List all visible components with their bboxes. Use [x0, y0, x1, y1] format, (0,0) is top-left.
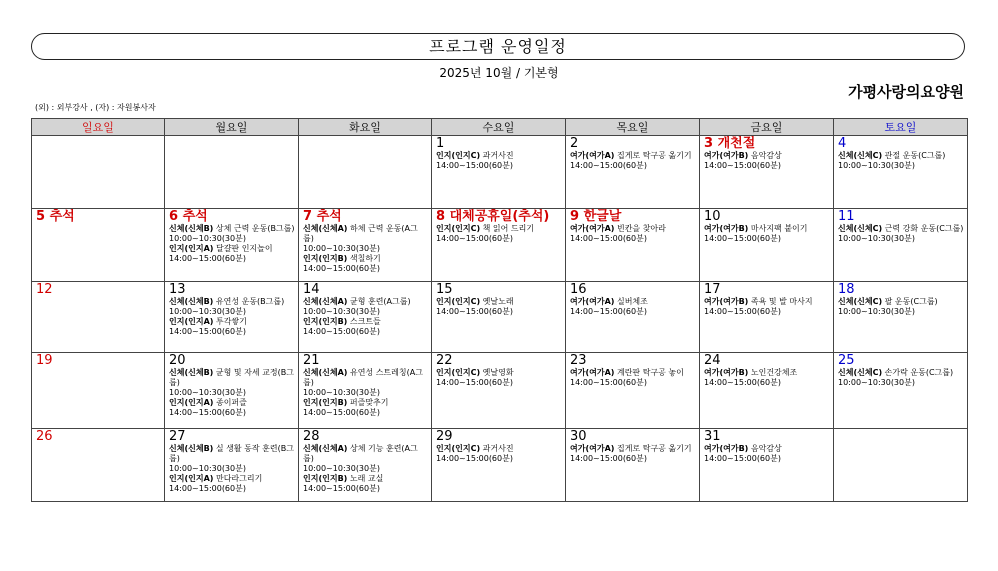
activity-category: 여가(여가A) — [570, 297, 615, 306]
activity-name: 유연성 스트레칭(A그룹) — [303, 368, 423, 387]
activity-category: 여가(여가B) — [704, 151, 749, 160]
activity-category: 여가(여가B) — [704, 224, 749, 233]
day-number-line — [570, 430, 696, 444]
day-number: 2 — [570, 136, 579, 151]
activity-time: 10:00~10:30(30분) — [169, 234, 246, 243]
activity-time: 10:00~10:30(30분) — [303, 307, 380, 316]
day-number-line — [838, 137, 964, 151]
activity-entry — [169, 444, 295, 464]
activity-time: 14:00~15:00(60분) — [436, 234, 513, 243]
activity-entry — [704, 151, 830, 161]
day-number: 13 — [169, 282, 186, 297]
day-number: 12 — [36, 282, 53, 297]
calendar-day-cell — [299, 209, 432, 282]
activity-entry — [436, 224, 562, 234]
activity-category: 인지(인지C) — [436, 224, 481, 233]
activity-entry — [570, 224, 696, 234]
calendar-day-cell — [165, 282, 299, 353]
activity-category: 인지(인지C) — [436, 297, 481, 306]
day-number: 15 — [436, 282, 453, 297]
day-number-line — [570, 283, 696, 297]
day-number: 11 — [838, 209, 855, 224]
day-number: 19 — [36, 353, 53, 368]
calendar-day-cell — [32, 353, 165, 429]
activity-category: 여가(여가B) — [704, 297, 749, 306]
activity-time: 10:00~10:30(30분) — [838, 307, 915, 316]
day-number: 28 — [303, 429, 320, 444]
activity-name: 실버체조 — [614, 297, 648, 306]
activity-time: 14:00~15:00(60분) — [704, 378, 781, 387]
activity-time: 10:00~10:30(30분) — [303, 464, 380, 473]
activity-entry — [838, 368, 964, 378]
activity-time: 14:00~15:00(60분) — [570, 307, 647, 316]
calendar-day-cell — [32, 429, 165, 502]
day-number-line — [169, 210, 295, 224]
activity-time: 14:00~15:00(60분) — [436, 378, 513, 387]
day-number: 25 — [838, 353, 855, 368]
activity-entry — [169, 224, 295, 234]
activity-category: 인지(인지C) — [436, 151, 481, 160]
calendar-day-cell — [834, 282, 968, 353]
weekday-tuesday: 화요일 — [299, 119, 432, 136]
weekday-thursday: 목요일 — [566, 119, 700, 136]
activity-time: 14:00~15:00(60분) — [303, 327, 380, 336]
activity-entry — [303, 444, 428, 464]
activity-entry — [303, 398, 428, 408]
day-number-line — [36, 210, 161, 224]
day-number: 30 — [570, 429, 587, 444]
calendar-day-cell — [700, 282, 834, 353]
day-number-line — [704, 430, 830, 444]
holiday-label: 개천절 — [717, 136, 756, 151]
calendar-day-cell — [432, 136, 566, 209]
day-number-line — [704, 283, 830, 297]
calendar-day-cell — [700, 209, 834, 282]
activity-name: 과거사진 — [480, 151, 514, 160]
activity-name: 색칠하기 — [347, 254, 381, 263]
day-number: 1 — [436, 136, 445, 151]
day-number-line — [303, 430, 428, 444]
activity-category: 인지(인지A) — [169, 317, 214, 326]
page-title: 프로그램 운영일정 — [31, 33, 965, 60]
activity-name: 노인건강체조 — [748, 368, 798, 377]
activity-time: 14:00~15:00(60분) — [169, 484, 246, 493]
activity-name: 하체 근력 운동(A그룹) — [303, 224, 418, 243]
activity-name: 과거사진 — [480, 444, 514, 453]
activity-time: 14:00~15:00(60분) — [169, 254, 246, 263]
activity-name: 근력 강화 운동(C그룹) — [882, 224, 964, 233]
activity-category: 신체(신체C) — [838, 297, 883, 306]
calendar-day-cell — [566, 209, 700, 282]
activity-name: 족욕 및 발 마사지 — [748, 297, 813, 306]
activity-entry — [169, 297, 295, 307]
activity-entry — [169, 244, 295, 254]
day-number: 6 — [169, 209, 179, 224]
activity-name: 책 읽어 드리기 — [480, 224, 535, 233]
day-number-line — [436, 137, 562, 151]
activity-time: 14:00~15:00(60분) — [704, 161, 781, 170]
activity-name: 상체 근력 운동(B그룹) — [213, 224, 295, 233]
activity-entry — [704, 224, 830, 234]
day-number-line — [704, 210, 830, 224]
activity-entry — [303, 297, 428, 307]
activity-entry — [704, 297, 830, 307]
activity-entry — [169, 317, 295, 327]
activity-category: 여가(여가A) — [570, 151, 615, 160]
activity-name: 집게로 탁구공 옮기기 — [614, 151, 692, 160]
activity-time: 14:00~15:00(60분) — [436, 454, 513, 463]
activity-category: 여가(여가B) — [704, 444, 749, 453]
calendar-day-cell — [299, 429, 432, 502]
activity-category: 인지(인지B) — [303, 317, 348, 326]
weekday-saturday: 토요일 — [834, 119, 968, 136]
activity-name: 옛날영화 — [480, 368, 514, 377]
activity-entry — [436, 297, 562, 307]
calendar-day-cell — [834, 209, 968, 282]
activity-name: 투각쌓기 — [213, 317, 247, 326]
calendar-day-cell — [299, 282, 432, 353]
activity-category: 인지(인지A) — [169, 398, 214, 407]
day-number: 26 — [36, 429, 53, 444]
activity-category: 인지(인지B) — [303, 254, 348, 263]
page-subtitle: 2025년 10월 / 기본형 — [439, 66, 559, 80]
activity-entry — [303, 224, 428, 244]
activity-entry — [169, 368, 295, 388]
activity-time: 14:00~15:00(60분) — [169, 408, 246, 417]
activity-time: 14:00~15:00(60분) — [704, 454, 781, 463]
day-number: 18 — [838, 282, 855, 297]
calendar-day-cell — [834, 353, 968, 429]
day-number: 9 — [570, 209, 580, 224]
activity-time: 10:00~10:30(30분) — [169, 307, 246, 316]
calendar-day-cell — [32, 136, 165, 209]
weekday-monday: 월요일 — [165, 119, 299, 136]
activity-time: 14:00~15:00(60분) — [303, 408, 380, 417]
activity-name: 만다라그리기 — [213, 474, 263, 483]
activity-category: 인지(인지A) — [169, 244, 214, 253]
calendar-week-row — [32, 136, 968, 209]
day-number-line — [169, 354, 295, 368]
activity-category: 여가(여가A) — [570, 444, 615, 453]
day-number-line — [36, 283, 161, 297]
organization-name: 가평사랑의요양원 — [848, 83, 964, 101]
calendar-day-cell — [700, 136, 834, 209]
activity-category: 인지(인지B) — [303, 474, 348, 483]
activity-category: 신체(신체A) — [303, 368, 348, 377]
calendar-day-cell — [700, 429, 834, 502]
day-number-line — [169, 283, 295, 297]
calendar-day-cell — [299, 353, 432, 429]
activity-entry — [570, 368, 696, 378]
activity-category: 신체(신체A) — [303, 297, 348, 306]
day-number-line — [36, 354, 161, 368]
day-number-line — [36, 430, 161, 444]
calendar-day-cell — [700, 353, 834, 429]
day-number-line — [436, 283, 562, 297]
day-number: 24 — [704, 353, 721, 368]
day-number: 23 — [570, 353, 587, 368]
activity-name: 퍼즐맞추기 — [347, 398, 389, 407]
day-number: 14 — [303, 282, 320, 297]
day-number-line — [436, 354, 562, 368]
calendar-day-cell — [432, 353, 566, 429]
activity-entry — [303, 317, 428, 327]
day-number-line — [169, 430, 295, 444]
calendar-day-cell — [834, 429, 968, 502]
activity-entry — [704, 368, 830, 378]
day-number: 29 — [436, 429, 453, 444]
activity-entry — [838, 224, 964, 234]
activity-name: 상체 기능 훈련(A그룹) — [303, 444, 418, 463]
calendar-week-row — [32, 209, 968, 282]
activity-entry — [169, 398, 295, 408]
activity-category: 신체(신체B) — [169, 297, 214, 306]
day-number: 4 — [838, 136, 847, 151]
activity-category: 인지(인지C) — [436, 444, 481, 453]
day-number-line — [436, 430, 562, 444]
day-number-line — [838, 210, 964, 224]
day-number: 16 — [570, 282, 587, 297]
activity-name: 균형 훈련(A그룹) — [347, 297, 411, 306]
activity-time: 10:00~10:30(30분) — [169, 388, 246, 397]
calendar-day-cell — [165, 353, 299, 429]
weekday-wednesday: 수요일 — [432, 119, 566, 136]
activity-category: 신체(신체B) — [169, 444, 214, 453]
activity-name: 음악감상 — [748, 444, 782, 453]
activity-entry — [838, 151, 964, 161]
legend-note: (외) : 외부강사 , (자) : 자원봉사자 — [35, 103, 156, 112]
calendar-day-cell — [32, 282, 165, 353]
day-number: 3 — [704, 136, 714, 151]
weekday-header-row — [32, 119, 968, 136]
activity-name: 집게로 탁구공 옮기기 — [614, 444, 692, 453]
day-number: 8 — [436, 209, 446, 224]
holiday-label: 추석 — [49, 209, 75, 224]
day-number-line — [838, 354, 964, 368]
calendar-day-cell — [432, 282, 566, 353]
calendar-day-cell — [165, 209, 299, 282]
activity-category: 신체(신체B) — [169, 224, 214, 233]
activity-entry — [570, 444, 696, 454]
weekday-sunday: 일요일 — [32, 119, 165, 136]
holiday-label: 추석 — [316, 209, 342, 224]
activity-category: 인지(인지B) — [303, 398, 348, 407]
activity-entry — [436, 151, 562, 161]
activity-entry — [169, 474, 295, 484]
activity-name: 마사지팩 붙이기 — [748, 224, 808, 233]
activity-name: 노래 교실 — [347, 474, 384, 483]
activity-category: 신체(신체C) — [838, 368, 883, 377]
calendar-week-row — [32, 429, 968, 502]
activity-name: 빈칸을 찾아라 — [614, 224, 666, 233]
activity-time: 14:00~15:00(60분) — [436, 307, 513, 316]
day-number-line — [704, 137, 830, 151]
activity-category: 인지(인지A) — [169, 474, 214, 483]
activity-time: 10:00~10:30(30분) — [169, 464, 246, 473]
activity-entry — [570, 151, 696, 161]
activity-category: 신체(신체A) — [303, 224, 348, 233]
activity-name: 실 생활 동작 훈련(B그룹) — [169, 444, 294, 463]
activity-time: 10:00~10:30(30분) — [838, 161, 915, 170]
calendar-day-cell — [432, 429, 566, 502]
activity-category: 신체(신체A) — [303, 444, 348, 453]
day-number-line — [303, 283, 428, 297]
calendar-day-cell — [834, 136, 968, 209]
calendar-day-cell — [566, 136, 700, 209]
activity-category: 여가(여가A) — [570, 224, 615, 233]
activity-category: 신체(신체C) — [838, 224, 883, 233]
calendar-day-cell — [432, 209, 566, 282]
day-number-line — [838, 283, 964, 297]
day-number: 21 — [303, 353, 320, 368]
day-number: 5 — [36, 209, 46, 224]
day-number: 7 — [303, 209, 313, 224]
activity-category: 신체(신체B) — [169, 368, 214, 377]
day-number-line — [570, 210, 696, 224]
activity-time: 14:00~15:00(60분) — [436, 161, 513, 170]
weekday-friday: 금요일 — [700, 119, 834, 136]
activity-time: 14:00~15:00(60분) — [570, 378, 647, 387]
day-number: 20 — [169, 353, 186, 368]
day-number: 22 — [436, 353, 453, 368]
holiday-label: 한글날 — [583, 209, 622, 224]
day-number-line — [570, 137, 696, 151]
activity-category: 인지(인지C) — [436, 368, 481, 377]
activity-time: 14:00~15:00(60분) — [570, 234, 647, 243]
day-number: 10 — [704, 209, 721, 224]
calendar-table — [31, 118, 968, 502]
day-number-line — [303, 354, 428, 368]
day-number-line — [704, 354, 830, 368]
calendar-week-row — [32, 353, 968, 429]
activity-category: 여가(여가A) — [570, 368, 615, 377]
activity-time: 14:00~15:00(60분) — [303, 264, 380, 273]
activity-time: 10:00~10:30(30분) — [303, 388, 380, 397]
calendar-day-cell — [165, 429, 299, 502]
activity-name: 유연성 운동(B그룹) — [213, 297, 285, 306]
activity-name: 음악감상 — [748, 151, 782, 160]
activity-name: 달걀판 인지놀이 — [213, 244, 273, 253]
activity-name: 계란판 탁구공 놓이 — [614, 368, 684, 377]
activity-category: 여가(여가B) — [704, 368, 749, 377]
activity-time: 14:00~15:00(60분) — [704, 234, 781, 243]
day-number: 17 — [704, 282, 721, 297]
activity-time: 10:00~10:30(30분) — [838, 234, 915, 243]
activity-time: 14:00~15:00(60분) — [570, 454, 647, 463]
calendar-day-cell — [32, 209, 165, 282]
activity-time: 10:00~10:30(30분) — [303, 244, 380, 253]
activity-name: 종이퍼즐 — [213, 398, 247, 407]
holiday-label: 대체공휴일(추석) — [449, 209, 550, 224]
day-number-line — [303, 210, 428, 224]
activity-entry — [303, 474, 428, 484]
activity-name: 관절 운동(C그룹) — [882, 151, 946, 160]
activity-entry — [303, 254, 428, 264]
activity-time: 14:00~15:00(60분) — [704, 307, 781, 316]
day-number: 31 — [704, 429, 721, 444]
day-number-line — [570, 354, 696, 368]
activity-name: 옛날노래 — [480, 297, 514, 306]
calendar-day-cell — [566, 353, 700, 429]
activity-name: 팔 운동(C그룹) — [882, 297, 938, 306]
activity-entry — [570, 297, 696, 307]
activity-entry — [303, 368, 428, 388]
activity-time: 14:00~15:00(60분) — [303, 484, 380, 493]
day-number-line — [436, 210, 562, 224]
calendar-day-cell — [299, 136, 432, 209]
activity-entry — [838, 297, 964, 307]
activity-entry — [436, 368, 562, 378]
activity-category: 신체(신체C) — [838, 151, 883, 160]
calendar-week-row — [32, 282, 968, 353]
calendar-day-cell — [566, 282, 700, 353]
activity-name: 스크트들 — [347, 317, 381, 326]
activity-name: 손가락 운동(C그룹) — [882, 368, 954, 377]
activity-time: 10:00~10:30(30분) — [838, 378, 915, 387]
activity-time: 14:00~15:00(60분) — [169, 327, 246, 336]
activity-entry — [704, 444, 830, 454]
activity-entry — [436, 444, 562, 454]
calendar-day-cell — [165, 136, 299, 209]
activity-time: 14:00~15:00(60분) — [570, 161, 647, 170]
holiday-label: 추석 — [182, 209, 208, 224]
calendar-day-cell — [566, 429, 700, 502]
day-number: 27 — [169, 429, 186, 444]
activity-name: 균형 및 자세 교정(B그룹) — [169, 368, 294, 387]
